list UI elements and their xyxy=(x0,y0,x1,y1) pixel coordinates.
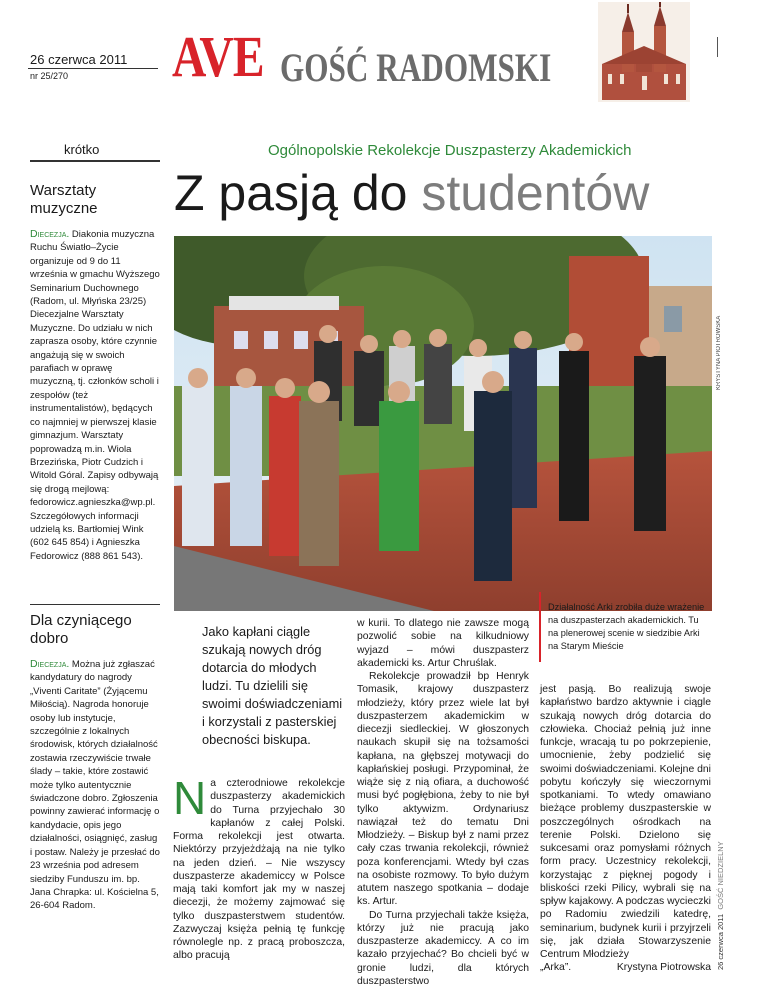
logo-ave: AVE xyxy=(172,24,264,89)
headline-part1: Z pasją do xyxy=(174,165,422,221)
sidebar-item-warsztaty xyxy=(30,182,160,563)
article-paragraph: jest pasją. Bo realizują swoje kapłaństwo bardzo aktywnie i ciągle szukają nowych dróg dotarcia do człowieka. Chociaż pełnią już inne funkcje, wracają tu po pokrzepienie, umocnienie, żeby podzielić się swoimi doświadczeniami. Kolejne dni pobytu kończyły się wieczornymi spotkaniami. To wtedy omawiano bieżące problemy duszpasterskie w poszczególnych ośrodkach na terenie Polski. Dzielono się sukcesami oraz pomysłami różnych form pracy. Uczestnicy rekolekcji, korzystając z pięknej pogody i bliskości rzeki Pilicy, wybrali się na spływ kajakowy. A podczas wycieczki po Radomiu zwiedzili katedrę, seminarium, budynek kurii i przyjrzeli się, jak działa Stowarzyszenie Centrum Młodzieży xyxy=(540,684,711,960)
sidebar-top-rule xyxy=(30,160,160,162)
author-name: Krystyna Piotrowska xyxy=(616,962,711,974)
article-column-2 xyxy=(357,617,529,988)
sidebar-item-body xyxy=(30,228,160,563)
sidebar-item-title: Dla czyniącego dobro xyxy=(30,612,132,647)
sidebar-item-lead: Diecezja. xyxy=(30,658,70,670)
sidebar-item-body xyxy=(30,658,160,913)
article-end-line xyxy=(540,961,711,974)
sidebar-item-dobro xyxy=(30,612,160,913)
article-paragraph: Rekolekcje prowadził bp Henryk Tomasik, krajowy duszpasterz młodzieży, który przez wiele lat był duszpasterzem akademickim w diecezji siedleckiej. W głoszonych naukach skupił się na tożsamości kapłana, na głębszej motywacji do kapłańskiej posługi. Przypominał, że wiąże się z nią ofiara, a duchowość musi być pogłębiona, żeby to nie był tylko aktywizm. Ordynariusz nawiązał też do tematu Dni Młodzieży. – Biskup był z nami przez cały czas trwania rekolekcji, również poza konferencjami. Wtedy był czas na osobiste rozmowy. To było dużym atutem naszego spotkania – dodaje ks. Artur. xyxy=(357,671,529,908)
article-end-text: „Arka”. xyxy=(540,962,572,974)
headline xyxy=(174,165,650,221)
article-text: a czterodniowe rekolekcje duszpasterzy akademickich do Turna przyjechało 30 kapłanów z całej Polski. Forma rekolekcji jest otwarta. Niektórzy przyjeżdżają na nie tylko na jeden dzień. – Nie wszyscy duszpasterze akademiccy w Polsce mają taki komfort jak my w naszej diecezji, że możemy zajmować się tylko duszpasterstwem studentów. Zazwyczaj księża pełnią tę funkcję równolegle np. z pracą proboszcza, albo pracują xyxy=(173,778,345,962)
issue-date: 26 czerwca 2011 xyxy=(30,52,128,67)
article-column-1 xyxy=(173,772,345,963)
headline-part2: studentów xyxy=(421,165,650,221)
article-paragraph: Do Turna przyjechali także księża, którzy już nie pracują jako duszpasterze akademiccy. A co im kazało przyjechać? Bo chcieli być w gronie ludzi, dla których duszpasterstwo xyxy=(357,909,529,987)
caption-accent-bar xyxy=(539,592,541,662)
pull-quote: Jako kapłani ciągle szukają nowych dróg dotarcia do młodych ludzi. Tu dzielili się swoimi doświadczeniami i korzystali z pasterskiej obecności biskupa. xyxy=(202,624,343,747)
section-title: Ogólnopolskie Rekolekcje Duszpasterzy Akademickich xyxy=(268,142,632,159)
sidebar-divider xyxy=(30,604,160,605)
sidebar-item-lead: Diecezja. xyxy=(30,228,70,240)
issue-number: nr 25/270 xyxy=(30,71,69,81)
photo-caption: Działalność Arki zrobiła duże wrażenie na duszpasterzach akademickich. Tu na plenerowej scenie w siedzibie Arki na Starym Mieście xyxy=(548,602,705,651)
drop-cap: N xyxy=(173,772,207,824)
church-illustration xyxy=(598,2,690,102)
sidebar-item-text: Można już zgłaszać kandydatury do nagrody „Viventi Caritate” (Żyjącemu Miłością). Nagroda honoruje osoby lub instytucje, szczególnie z lokalnych środowisk, których działalność zostawia rzeczywiście trwałe ślady – takie, które zostawić może tylko autentycznie świadczone dobro. Zgłoszenia powinny zawierać informację o kandydacie, opis jego działalności, osiągnięć, zasług i postaw. Należy je przesłać do 23 września pod adresem siedziby Funduszu im. bp. Jana Chrapka: ul. Kościelna 5, 26-604 Radom. xyxy=(30,659,160,912)
footer-paper-name: GOŚĆ NIEDZIELNY xyxy=(716,841,725,910)
photo-credit: KRYSTYNA PIOTROWSKA xyxy=(716,315,722,390)
sidebar-item-text: Diakonia muzyczna Ruchu Światło–Życie organizuje od 9 do 11 września w gmachu Wyższego Seminarium Duchownego (Radom, ul. Młyńska 23/25) Diecezjalne Warsztaty Muzyczne. Do udziału w nich zaprasza osoby, które czynnie angażują się w swoich parafiach w oprawę muzyczną, tj. członków scholi i zespołów (też instrumentalistów), będących co najmniej w pierwszej klasie gimnazjum. Warsztaty poprowadzą m.in. Wiola Brzezińska, Piotr Cudzich i Witold Góral. Zapisy odbywają się drogą mejlową: fedorowicz.agnieszka@wp.pl. Szczegółowych informacji udzielą ks. Bartłomiej Wink (602 645 854) i Agnieszka Fedorowicz (888 861 543). xyxy=(30,229,160,562)
article-column-3 xyxy=(540,683,711,975)
corner-mark xyxy=(717,37,718,57)
group-photo xyxy=(174,236,712,611)
header-rule xyxy=(28,68,158,69)
vertical-footer xyxy=(716,810,728,970)
logo-gosc-radomski: GOŚĆ RADOMSKI xyxy=(280,45,552,90)
sidebar-item-title: Warsztaty muzyczne xyxy=(30,182,98,217)
section-label-krotko: krótko xyxy=(64,142,100,157)
footer-date: 26 czerwca 2011 xyxy=(716,913,725,970)
article-paragraph: w kurii. To dlatego nie zawsze mogą pozwolić sobie na kilkudniowy wyjazd – mówi duszpasterz akademicki ks. Artur Chruślak. xyxy=(357,618,529,669)
